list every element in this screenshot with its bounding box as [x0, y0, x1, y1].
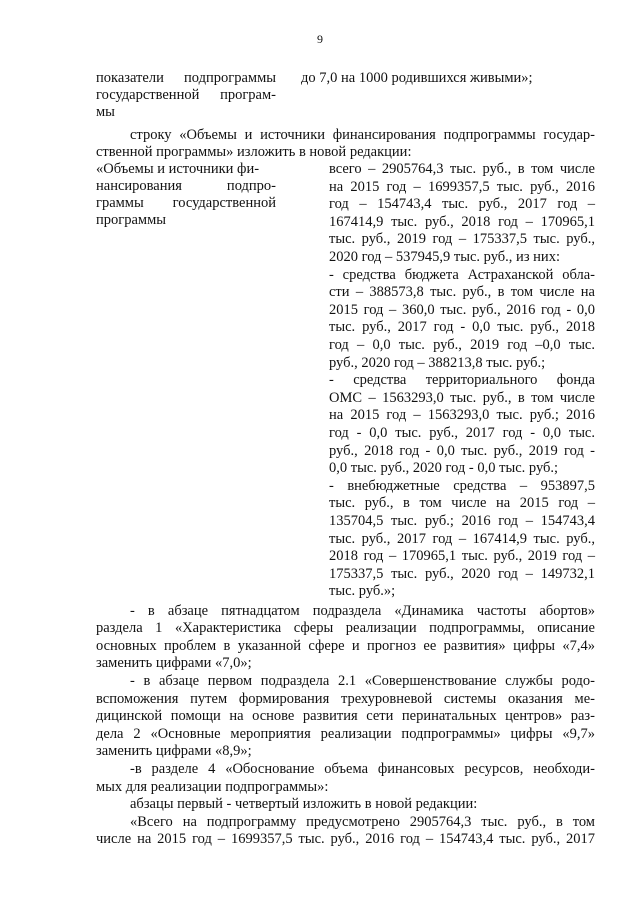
table-right-line: 2020 год – 537945,9 тыс. руб., из них:: [329, 249, 560, 265]
intro-line-1: строку «Объемы и источники финансирования подпрограммы государ-: [130, 127, 595, 143]
top-right-text: до 7,0 на 1000 родившихся живыми»;: [301, 70, 533, 86]
table-left-line-1: «Объемы и источники фи-: [96, 161, 260, 177]
top-left-line-3: мы: [96, 104, 115, 120]
page-number: 9: [317, 32, 323, 46]
body-line: - в абзаце пятнадцатом подраздела «Динамика частоты абортов»: [130, 603, 595, 619]
table-right-line: 167414,9 тыс. руб., 2018 год – 170965,1: [329, 214, 595, 230]
table-right-line: сти – 388573,8 тыс. руб., в том числе на: [329, 284, 595, 300]
table-right-line: руб., 2018 год - 0,0 тыс. руб., 2019 год -: [329, 443, 595, 459]
body-line: числе на 2015 год – 1699357,5 тыс. руб., 2016 год – 154743,4 тыс. руб., 2017: [96, 831, 595, 847]
table-right-line: всего – 2905764,3 тыс. руб., в том числе: [329, 161, 595, 177]
body-line: -в разделе 4 «Обоснование объема финансовых ресурсов, необходи-: [130, 761, 595, 777]
table-left-line-2: нансирования подпро-: [96, 178, 276, 194]
body-line: абзацы первый - четвертый изложить в новой редакции:: [130, 796, 478, 812]
table-right-line: 2018 год – 170965,1 тыс. руб., 2019 год –: [329, 548, 595, 564]
table-left-line-4: программы: [96, 212, 166, 228]
table-right-line: тыс. руб., 2019 год – 175337,5 тыс. руб.,: [329, 231, 595, 247]
table-right-line: тыс. руб.»;: [329, 583, 396, 599]
table-right-line: 135704,5 тыс. руб.; 2016 год – 154743,4: [329, 513, 595, 529]
table-right-line: год – 154743,4 тыс. руб., 2017 год –: [329, 196, 595, 212]
table-left-line-3: граммы государственной: [96, 195, 276, 211]
table-right-line: - средства территориального фонда: [329, 372, 595, 388]
body-line: раздела 1 «Характеристика сферы реализации подпрограммы, описание: [96, 620, 595, 636]
table-right-line: 2015 год – 360,0 тыс. руб., 2016 год - 0,0: [329, 302, 595, 318]
table-right-line: год - 0,0 тыс. руб., 2017 год - 0,0 тыс.: [329, 425, 595, 441]
body-line: заменить цифрами «7,0»;: [96, 655, 252, 671]
body-line: мых для реализации подпрограммы»:: [96, 779, 329, 795]
table-right-line: тыс. руб., 2017 год – 167414,9 тыс. руб.,: [329, 531, 595, 547]
intro-line-2: ственной программы» изложить в новой редакции:: [96, 144, 412, 160]
table-right-line: руб., 2020 год – 388213,8 тыс. руб.;: [329, 355, 546, 371]
table-right-line: 175337,5 тыс. руб., 2020 год – 149732,1: [329, 566, 595, 582]
table-right-line: 0,0 тыс. руб., 2020 год - 0,0 тыс. руб.;: [329, 460, 559, 476]
top-left-line-1: показатели подпрограммы: [96, 70, 276, 86]
top-left-line-2: государственной програм-: [96, 87, 276, 103]
body-line: вспоможения путем формирования трехуровневой системы оказания ме-: [96, 691, 595, 707]
body-line: «Всего на подпрограмму предусмотрено 2905764,3 тыс. руб., в том: [130, 814, 595, 830]
table-right-line: ОМС – 1563293,0 тыс. руб., в том числе: [329, 390, 595, 406]
table-right-line: на 2015 год – 1563293,0 тыс. руб.; 2016: [329, 407, 595, 423]
body-line: дела 2 «Основные мероприятия реализации подпрограммы» цифры «9,7»: [96, 726, 595, 742]
table-right-line: - внебюджетные средства – 953897,5: [329, 478, 595, 494]
body-line: заменить цифрами «8,9»;: [96, 743, 252, 759]
table-right-line: - средства бюджета Астраханской обла-: [329, 267, 595, 283]
body-line: - в абзаце первом подраздела 2.1 «Совершенствование службы родо-: [130, 673, 595, 689]
table-right-line: год – 0,0 тыс. руб., 2019 год –0,0 тыс.: [329, 337, 595, 353]
body-line: дицинской помощи на основе развития сети перинатальных центров» раз-: [96, 708, 595, 724]
table-right-line: на 2015 год – 1699357,5 тыс. руб., 2016: [329, 179, 595, 195]
table-right-line: тыс. руб., 2017 год - 0,0 тыс. руб., 2018: [329, 319, 595, 335]
body-line: основных проблем в указанной сфере и прогноз ее развития» цифры «7,4»: [96, 638, 595, 654]
table-right-line: тыс. руб., в том числе на 2015 год –: [329, 495, 595, 511]
